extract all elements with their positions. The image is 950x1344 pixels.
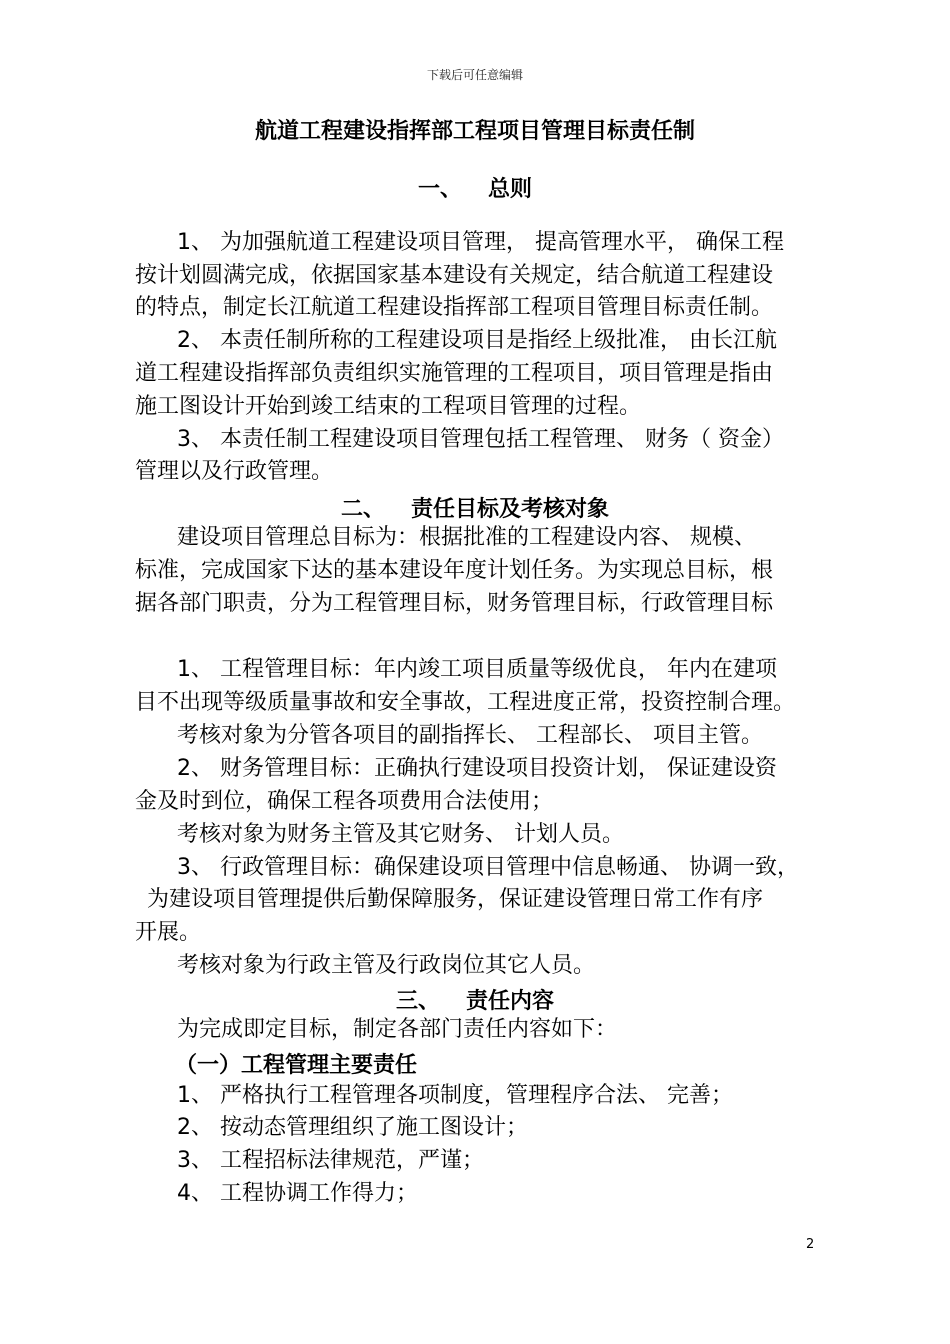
list-item: 4、 工程协调工作得力； [177,1181,418,1206]
list-item: 2、 按动态管理组织了施工图设计； [177,1115,528,1140]
paragraph-line: 目不出现等级质量事故和安全事故，工程进度正常，投资控制合理。 [135,690,796,715]
list-item: 3、 工程招标法律规范，严谨； [177,1148,484,1173]
document-title: 航道工程建设指挥部工程项目管理目标责任制 [254,119,695,144]
paragraph-line: 1、 为加强航道工程建设项目管理， 提高管理水平， 确保工程 [177,230,784,255]
list-item: 1、 严格执行工程管理各项制度，管理程序合法、 完善； [177,1083,733,1108]
section-heading-2 [0,492,950,523]
paragraph-line: 1、 工程管理目标：年内竣工项目质量等级优良， 年内在建项 [177,657,777,682]
paragraph-line: 考核对象为分管各项目的副指挥长、 工程部长、 项目主管。 [177,723,763,748]
section-title: 责任目标及考核对象 [411,497,610,522]
paragraph-line: 据各部门职责，分为工程管理目标，财务管理目标，行政管理目标 [135,591,774,616]
section-title: 总则 [488,177,533,202]
section-number: 二、 [340,497,385,522]
paragraph-line: 施工图设计开始到竣工结束的工程项目管理的过程。 [135,394,642,419]
paragraph-line: 考核对象为财务主管及其它财务、 计划人员。 [177,822,624,847]
page-number: 2 [806,1237,815,1252]
paragraph-line: 为完成即定目标，制定各部门责任内容如下： [177,1017,618,1042]
paragraph-line: 标准，完成国家下达的基本建设年度计划任务。为实现总目标，根 [135,558,774,583]
paragraph-line: 建设项目管理总目标为：根据批准的工程建设内容、 规模、 [177,525,756,550]
paragraph-line: 管理以及行政管理。 [135,459,334,484]
paragraph-line: 为建设项目管理提供后勤保障服务，保证建设管理日常工作有序 [147,887,764,912]
paragraph-line: 考核对象为行政主管及行政岗位其它人员。 [177,953,596,978]
paragraph-line: 的特点，制定长江航道工程建设指挥部工程项目管理目标责任制。 [135,295,774,320]
section-number: 三、 [395,989,440,1014]
section-number: 一、 [417,177,462,202]
paragraph-line: 2、 财务管理目标：正确执行建设项目投资计划， 保证建设资 [177,756,777,781]
section-heading-3 [0,984,950,1015]
paragraph-line: 道工程建设指挥部负责组织实施管理的工程项目，项目管理是指由 [135,361,774,386]
section-title: 责任内容 [466,989,555,1014]
paragraph-line: 金及时到位，确保工程各项费用合法使用； [135,789,554,814]
paragraph-line: 按计划圆满完成，依据国家基本建设有关规定，结合航道工程建设 [135,263,774,288]
section-heading-1 [0,172,950,203]
header-note: 下载后可任意编辑 [426,68,523,82]
paragraph-line: 开展。 [135,920,202,945]
paragraph-line: 3、 本责任制工程建设项目管理包括工程管理、 财务（ 资金） [177,427,784,452]
paragraph-line: 2、 本责任制所称的工程建设项目是指经上级批准， 由长江航 [177,328,777,353]
paragraph-line: 3、 行政管理目标：确保建设项目管理中信息畅通、 协调一致， [177,855,799,880]
subsection-heading: （一）工程管理主要责任 [175,1053,418,1078]
